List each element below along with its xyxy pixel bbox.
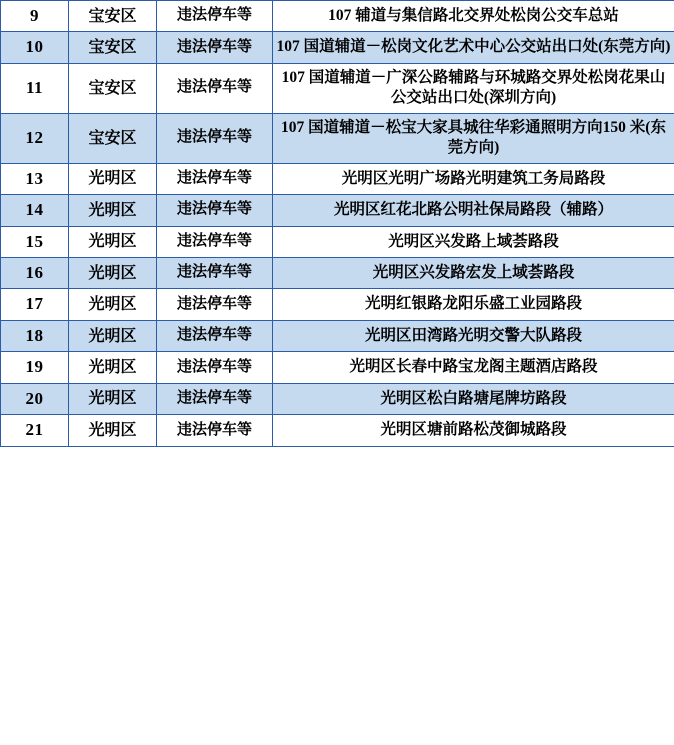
table-row (1, 415, 674, 446)
row-index-cell: 11 (1, 63, 69, 113)
row-location-cell: 107 国道辅道－广深公路辅路与环城路交界处松岗花果山公交站出口处(深圳方向) (273, 63, 674, 113)
row-district-cell: 宝安区 (69, 32, 157, 63)
row-violation-type-cell: 违法停车等 (157, 63, 273, 113)
row-index-cell: 21 (1, 415, 69, 446)
row-violation-type-cell: 违法停车等 (157, 415, 273, 446)
row-district-cell: 光明区 (69, 226, 157, 257)
row-location-cell: 107 国道辅道－松宝大家具城往华彩通照明方向150 米(东莞方向) (273, 113, 674, 163)
row-violation-type-cell: 违法停车等 (157, 1, 273, 32)
row-index-cell: 19 (1, 352, 69, 383)
row-district-cell: 光明区 (69, 415, 157, 446)
row-location-cell: 107 辅道与集信路北交界处松岗公交车总站 (273, 1, 674, 32)
table-row (1, 163, 674, 194)
row-district-cell: 光明区 (69, 289, 157, 320)
row-district-cell: 光明区 (69, 352, 157, 383)
table-row (1, 1, 674, 32)
row-violation-type-cell: 违法停车等 (157, 258, 273, 289)
table-body (1, 1, 674, 447)
table-row (1, 352, 674, 383)
row-index-cell: 20 (1, 383, 69, 414)
row-violation-type-cell: 违法停车等 (157, 32, 273, 63)
row-location-cell: 光明区光明广场路光明建筑工务局路段 (273, 163, 674, 194)
row-district-cell: 光明区 (69, 258, 157, 289)
row-location-cell: 光明区长春中路宝龙阁主题酒店路段 (273, 352, 674, 383)
table-row (1, 226, 674, 257)
row-location-cell: 光明区田湾路光明交警大队路段 (273, 320, 674, 351)
row-district-cell: 光明区 (69, 320, 157, 351)
table-row (1, 63, 674, 113)
table-row (1, 32, 674, 63)
row-location-cell: 光明区兴发路上域荟路段 (273, 226, 674, 257)
row-violation-type-cell: 违法停车等 (157, 383, 273, 414)
row-location-cell: 光明区兴发路宏发上域荟路段 (273, 258, 674, 289)
row-index-cell: 18 (1, 320, 69, 351)
row-index-cell: 13 (1, 163, 69, 194)
row-violation-type-cell: 违法停车等 (157, 320, 273, 351)
row-district-cell: 光明区 (69, 195, 157, 226)
row-violation-type-cell: 违法停车等 (157, 113, 273, 163)
row-location-cell: 光明红银路龙阳乐盛工业园路段 (273, 289, 674, 320)
row-index-cell: 15 (1, 226, 69, 257)
table-row (1, 289, 674, 320)
table-row (1, 320, 674, 351)
table-row (1, 383, 674, 414)
row-index-cell: 14 (1, 195, 69, 226)
row-district-cell: 宝安区 (69, 63, 157, 113)
row-index-cell: 12 (1, 113, 69, 163)
row-violation-type-cell: 违法停车等 (157, 352, 273, 383)
row-district-cell: 宝安区 (69, 1, 157, 32)
row-index-cell: 9 (1, 1, 69, 32)
table-row (1, 113, 674, 163)
table-row (1, 195, 674, 226)
row-district-cell: 宝安区 (69, 113, 157, 163)
row-index-cell: 17 (1, 289, 69, 320)
row-district-cell: 光明区 (69, 383, 157, 414)
row-violation-type-cell: 违法停车等 (157, 226, 273, 257)
row-violation-type-cell: 违法停车等 (157, 289, 273, 320)
row-index-cell: 16 (1, 258, 69, 289)
row-violation-type-cell: 违法停车等 (157, 195, 273, 226)
row-district-cell: 光明区 (69, 163, 157, 194)
row-location-cell: 光明区红花北路公明社保局路段（辅路） (273, 195, 674, 226)
row-location-cell: 107 国道辅道－松岗文化艺术中心公交站出口处(东莞方向) (273, 32, 674, 63)
table-row (1, 258, 674, 289)
row-violation-type-cell: 违法停车等 (157, 163, 273, 194)
row-location-cell: 光明区松白路塘尾牌坊路段 (273, 383, 674, 414)
row-location-cell: 光明区塘前路松茂御城路段 (273, 415, 674, 446)
row-index-cell: 10 (1, 32, 69, 63)
